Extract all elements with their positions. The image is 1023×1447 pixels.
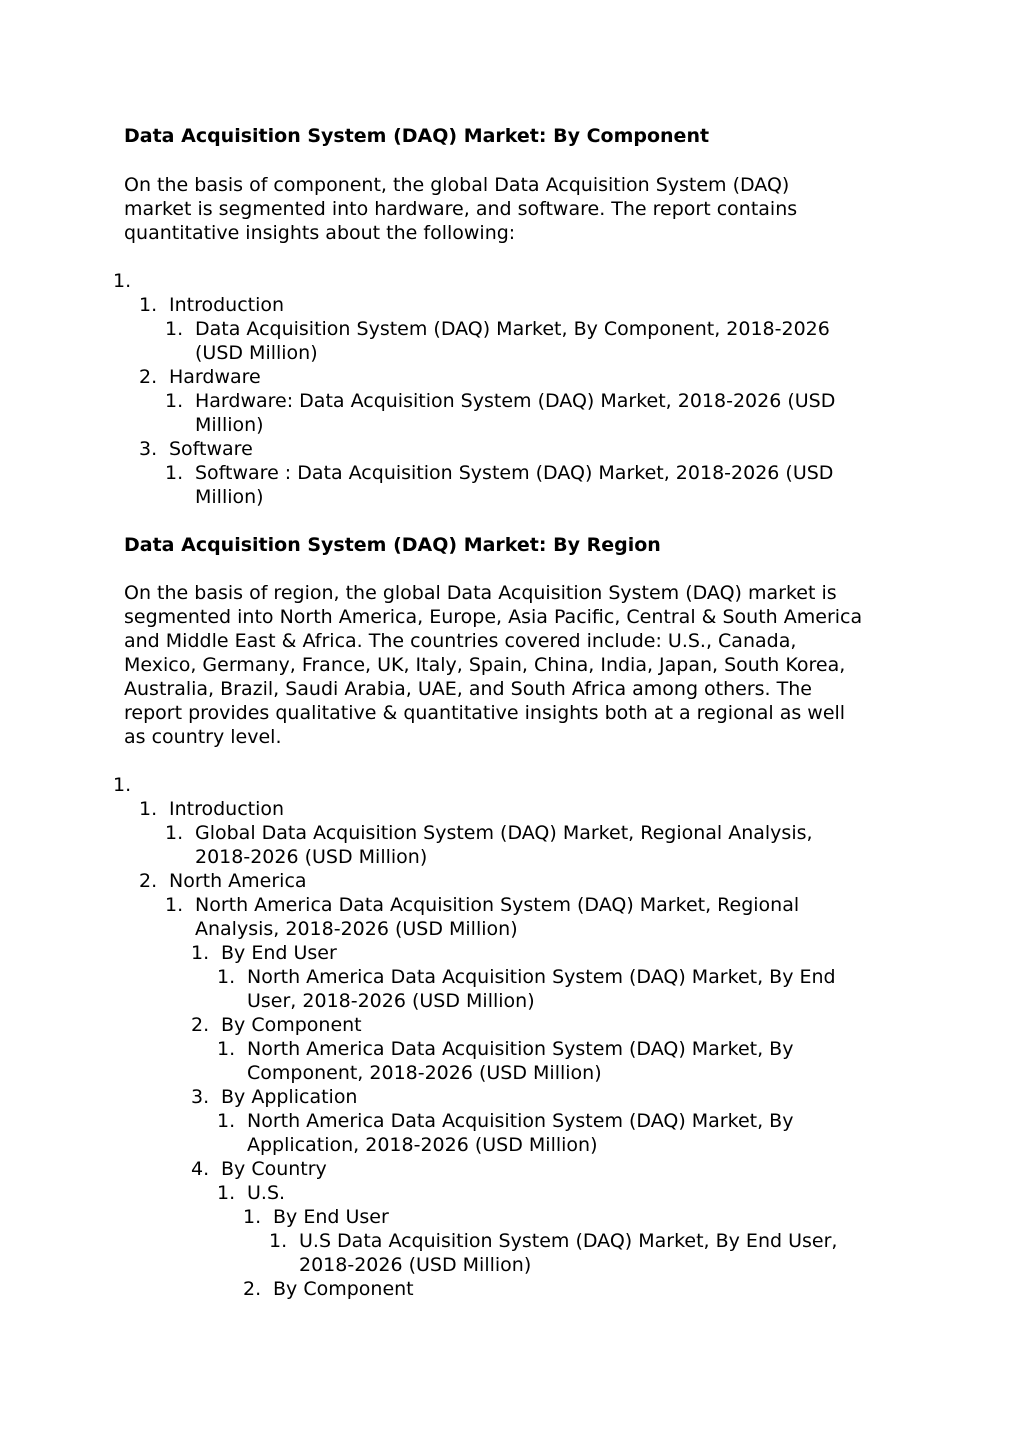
region-outline-list	[0, 773, 1023, 1301]
list-number: 2.	[243, 1278, 262, 1300]
list-text	[247, 1109, 793, 1157]
section-paragraph-region	[124, 581, 914, 749]
list-text-line: User, 2018-2026 (USD Million)	[247, 990, 535, 1012]
list-text-line: Application, 2018-2026 (USD Million)	[247, 1134, 598, 1156]
list-text-line: North America Data Acquisition System (DAQ) Market, By	[247, 1110, 794, 1132]
list-item	[0, 1037, 1023, 1085]
list-number: 1.	[113, 270, 132, 292]
list-number: 1.	[165, 462, 184, 484]
paragraph-line: On the basis of component, the global Data Acquisition System (DAQ)	[124, 174, 790, 196]
paragraph-line: Mexico, Germany, France, UK, Italy, Spain, China, India, Japan, South Korea,	[124, 654, 846, 676]
list-text-line: Data Acquisition System (DAQ) Market, By Component, 2018-2026	[195, 318, 830, 340]
list-text-line: Million)	[195, 486, 264, 508]
list-item	[0, 893, 1023, 941]
paragraph-line: segmented into North America, Europe, Asia Pacific, Central & South America	[124, 606, 863, 628]
list-number: 1.	[165, 390, 184, 412]
list-text: Introduction	[169, 294, 285, 316]
paragraph-line: report provides qualitative & quantitative insights both at a regional as well	[124, 702, 846, 724]
list-number: 3.	[139, 438, 158, 460]
paragraph-line: On the basis of region, the global Data Acquisition System (DAQ) market is	[124, 582, 837, 604]
list-item	[0, 1085, 1023, 1109]
list-text: By Component	[221, 1014, 362, 1036]
list-text	[195, 893, 799, 941]
list-text-line: Analysis, 2018-2026 (USD Million)	[195, 918, 518, 940]
list-item	[0, 1157, 1023, 1181]
list-item	[0, 1205, 1023, 1229]
list-text-line: North America Data Acquisition System (DAQ) Market, By End	[247, 966, 836, 988]
list-number: 1.	[217, 1182, 236, 1204]
paragraph-line: and Middle East & Africa. The countries covered include: U.S., Canada,	[124, 630, 797, 652]
list-number: 1.	[165, 822, 184, 844]
list-number: 1.	[243, 1206, 262, 1228]
list-item	[0, 389, 1023, 437]
list-item	[0, 1229, 1023, 1277]
list-item	[0, 461, 1023, 509]
list-number: 3.	[191, 1086, 210, 1108]
list-item	[0, 269, 1023, 293]
list-number: 1.	[165, 318, 184, 340]
list-number: 2.	[139, 870, 158, 892]
list-item	[0, 317, 1023, 365]
list-text	[195, 821, 813, 869]
list-text-line: North America Data Acquisition System (DAQ) Market, By	[247, 1038, 794, 1060]
list-item	[0, 773, 1023, 797]
list-item	[0, 293, 1023, 317]
list-text: By Application	[221, 1086, 358, 1108]
list-text-line: 2018-2026 (USD Million)	[299, 1254, 532, 1276]
paragraph-line: market is segmented into hardware, and software. The report contains	[124, 198, 798, 220]
list-item	[0, 1181, 1023, 1205]
section-heading-region: Data Acquisition System (DAQ) Market: By Region	[124, 534, 661, 556]
list-item	[0, 941, 1023, 965]
paragraph-line: as country level.	[124, 726, 282, 748]
list-item	[0, 821, 1023, 869]
list-text-line: Million)	[195, 414, 264, 436]
list-item	[0, 1109, 1023, 1157]
list-text: Hardware	[169, 366, 261, 388]
list-number: 1.	[217, 966, 236, 988]
list-text-line: North America Data Acquisition System (DAQ) Market, Regional	[195, 894, 800, 916]
list-number: 1.	[165, 894, 184, 916]
list-number: 1.	[269, 1230, 288, 1252]
list-text: Introduction	[169, 798, 285, 820]
list-text-line: (USD Million)	[195, 342, 318, 364]
list-number: 1.	[217, 1038, 236, 1060]
list-text: By Component	[273, 1278, 414, 1300]
list-text	[195, 461, 833, 509]
list-text: Software	[169, 438, 253, 460]
list-number: 2.	[191, 1014, 210, 1036]
list-text: By End User	[221, 942, 337, 964]
component-outline-list	[0, 269, 1023, 509]
list-text: U.S.	[247, 1182, 286, 1204]
list-item	[0, 965, 1023, 1013]
list-number: 1.	[191, 942, 210, 964]
list-number: 1.	[139, 294, 158, 316]
list-text-line: Hardware: Data Acquisition System (DAQ) Market, 2018-2026 (USD	[195, 390, 836, 412]
list-item	[0, 1277, 1023, 1301]
list-text	[299, 1229, 837, 1277]
list-item	[0, 797, 1023, 821]
list-text	[195, 317, 830, 365]
list-item	[0, 365, 1023, 389]
list-item	[0, 1013, 1023, 1037]
list-number: 4.	[191, 1158, 210, 1180]
list-number: 1.	[139, 798, 158, 820]
list-text-line: U.S Data Acquisition System (DAQ) Market, By End User,	[299, 1230, 838, 1252]
list-number: 1.	[217, 1110, 236, 1132]
list-text: By Country	[221, 1158, 327, 1180]
list-text	[247, 965, 836, 1013]
list-item	[0, 437, 1023, 461]
list-text-line: Software : Data Acquisition System (DAQ) Market, 2018-2026 (USD	[195, 462, 834, 484]
list-text-line: Component, 2018-2026 (USD Million)	[247, 1062, 602, 1084]
section-heading-component: Data Acquisition System (DAQ) Market: By Component	[124, 125, 710, 147]
list-item	[0, 869, 1023, 893]
list-number: 1.	[113, 774, 132, 796]
list-text	[195, 389, 835, 437]
list-text-line: 2018-2026 (USD Million)	[195, 846, 428, 868]
list-text	[247, 1037, 793, 1085]
list-number: 2.	[139, 366, 158, 388]
list-text-line: Global Data Acquisition System (DAQ) Market, Regional Analysis,	[195, 822, 813, 844]
section-paragraph-component	[124, 173, 914, 245]
paragraph-line: quantitative insights about the following:	[124, 222, 516, 244]
paragraph-line: Australia, Brazil, Saudi Arabia, UAE, and South Africa among others. The	[124, 678, 812, 700]
list-text: By End User	[273, 1206, 389, 1228]
list-text: North America	[169, 870, 307, 892]
